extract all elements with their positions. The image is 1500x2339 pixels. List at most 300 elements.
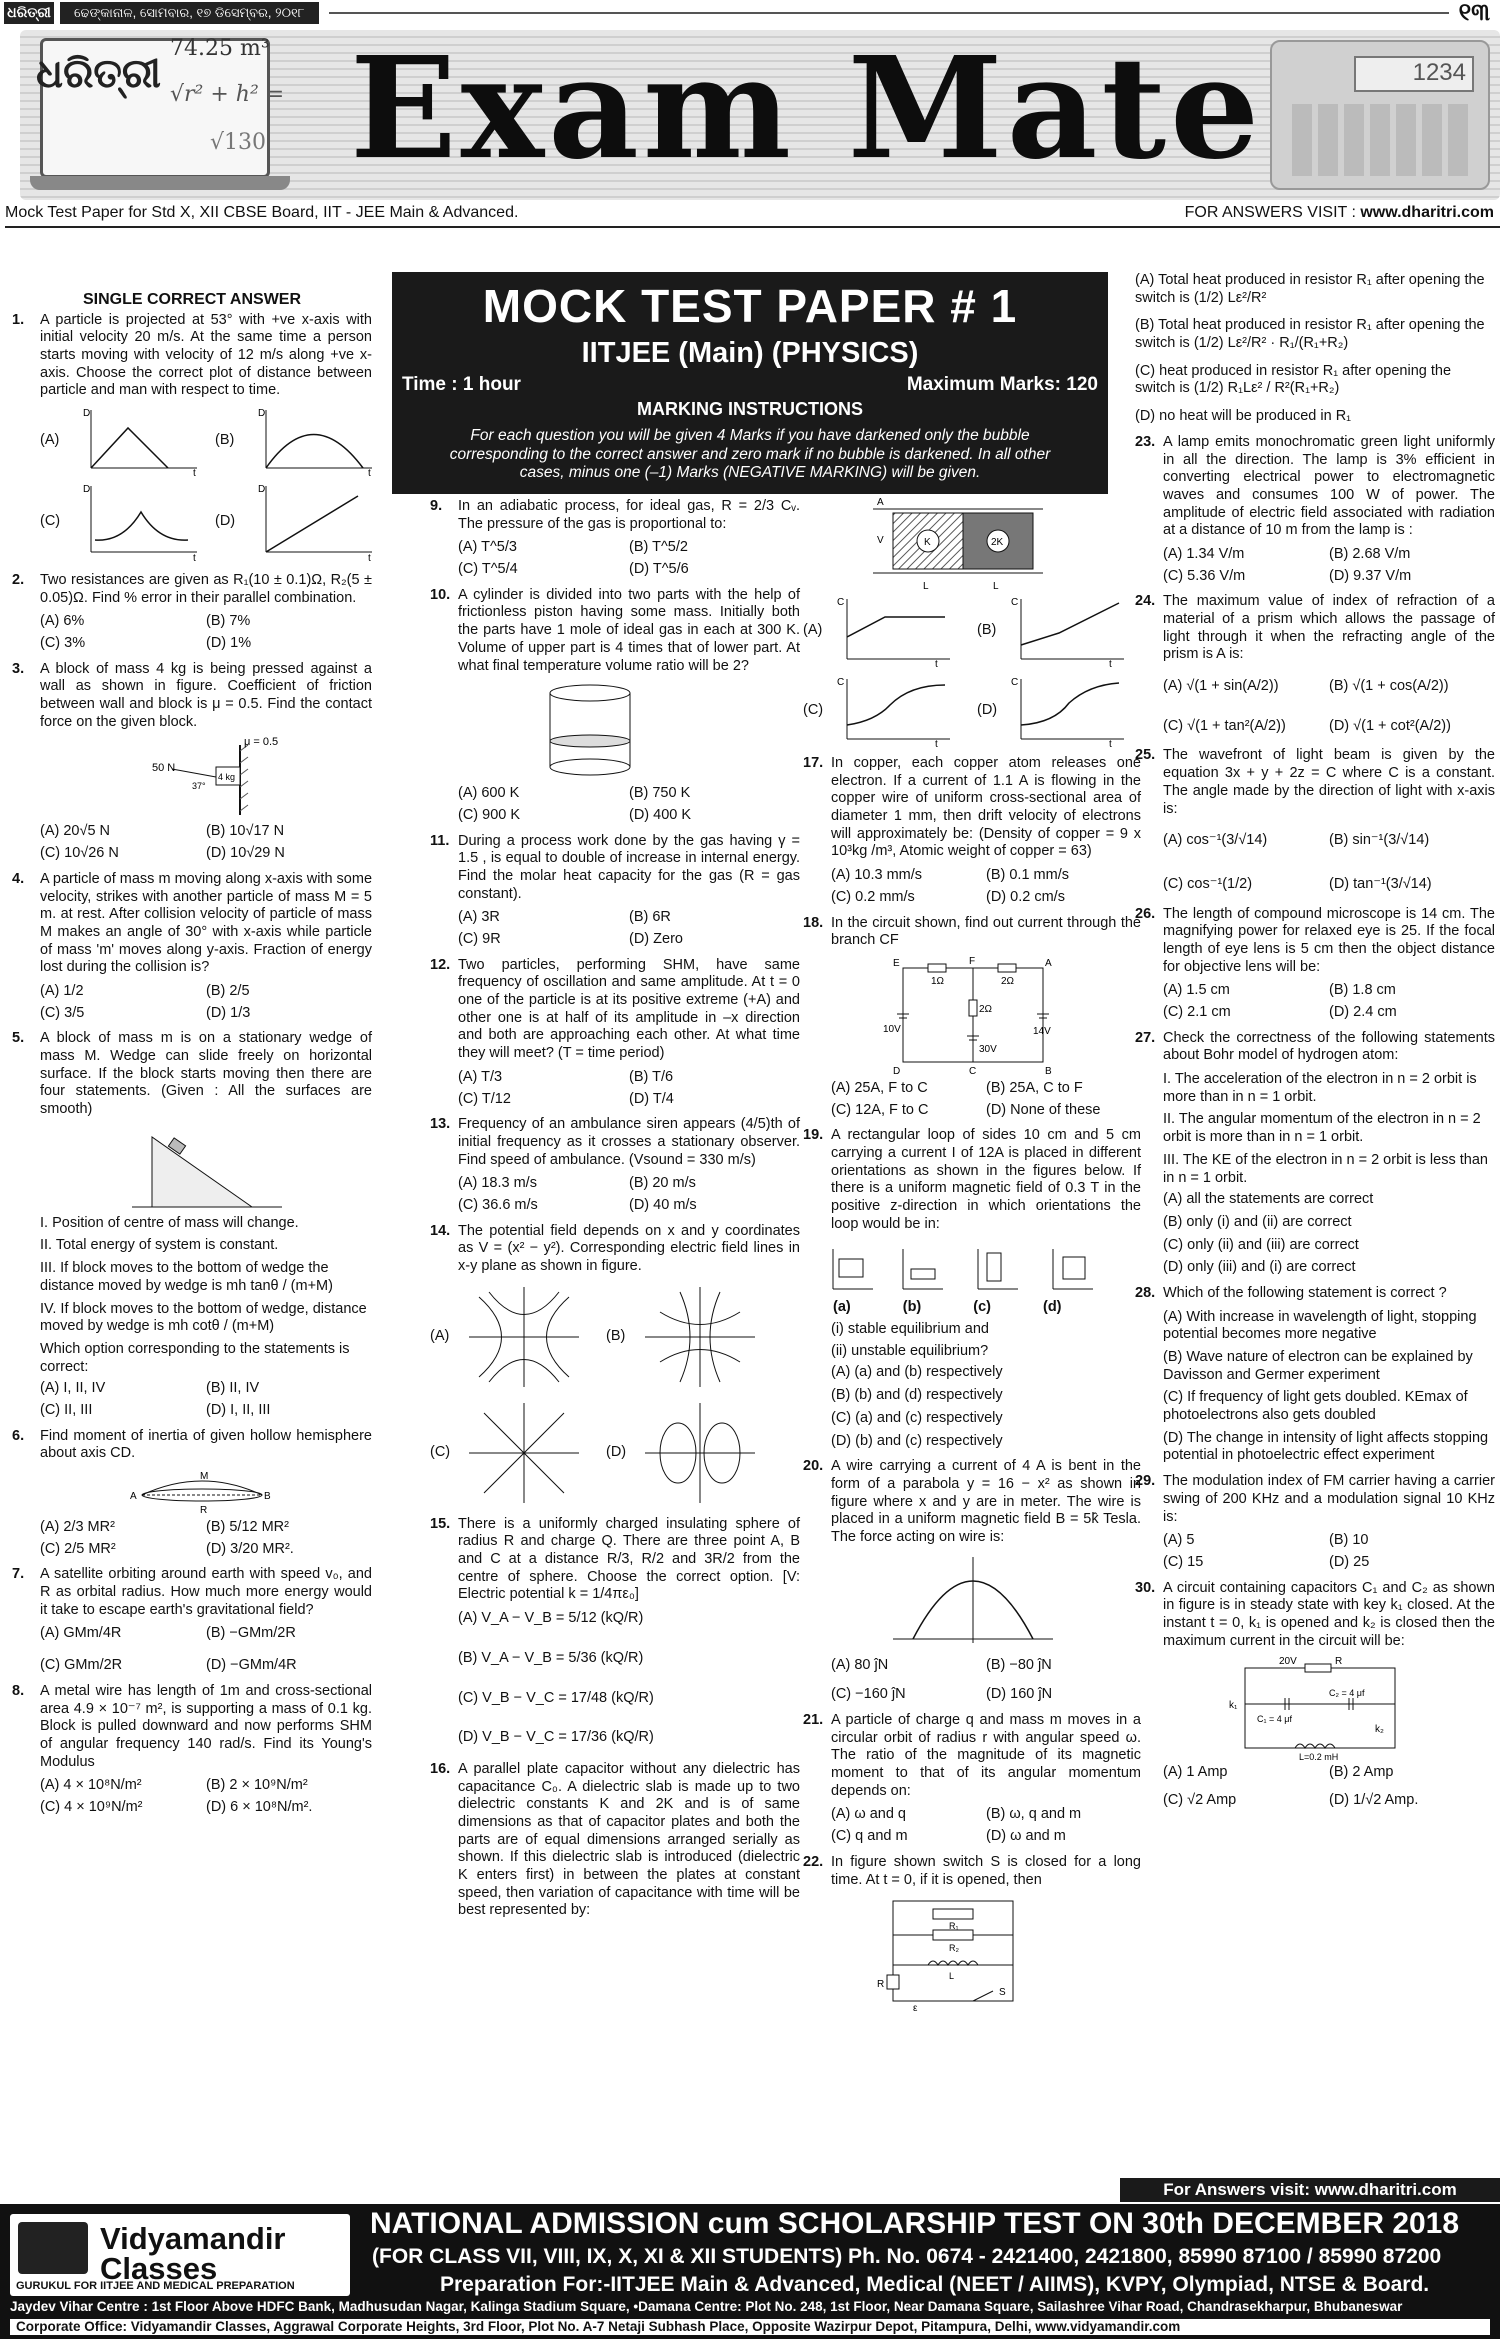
- wedge-figure: [122, 1125, 322, 1215]
- svg-text:t: t: [192, 467, 196, 476]
- question-9: [430, 498, 800, 533]
- option: (C) II, III: [40, 1401, 93, 1418]
- option-label: (C): [40, 513, 61, 530]
- option: (B) sin⁻¹(3/√14): [1329, 832, 1430, 849]
- question-14: [430, 1223, 800, 1276]
- question-text: Which of the following statement is correct ?: [1163, 1284, 1447, 1301]
- calculator-display: 1234: [1354, 56, 1474, 92]
- question-text: Two particles, performing SHM, have same frequency of oscillation and same amplitude. At t = 0 one of the particle is at its positive extreme (+A) and other one is at half of its amplitude in –x direction and both are approaching each other. At what time they will meet? (T = time period): [458, 956, 800, 1062]
- question-text: A particle of mass m moving along x-axis with some velocity, strikes with another particle of mass M = 5 m. at rest. After collision velocity of particle of mass M makes an angle of 30° with x-axis while particle of mass 'm' moves along y-axis. Fraction of energy lost during the collision is?: [40, 870, 373, 976]
- mock-test-header: [392, 272, 1108, 494]
- question-text: The wavefront of light beam is given by the equation 3x + y + 2z = C where C is a constant. The angle made by the direction of light with x-axis is:: [1163, 747, 1495, 817]
- option: (D) 9.37 V/m: [1329, 567, 1412, 584]
- answers-url[interactable]: www.dharitri.com: [1360, 204, 1494, 222]
- question-number: 13.: [430, 1116, 451, 1133]
- answers-bar[interactable]: For Answers visit: www.dharitri.com: [1120, 2178, 1500, 2202]
- statement: III. The KE of the electron in n = 2 orbit is less than in n = 1 orbit.: [1163, 1151, 1488, 1186]
- marking-instructions-title: MARKING INSTRUCTIONS: [637, 398, 863, 419]
- option: (C) 12A, F to C: [831, 1101, 929, 1118]
- mock-time: Time : 1 hour: [402, 374, 521, 396]
- svg-text:t: t: [935, 659, 938, 667]
- q18-options: [831, 1080, 1141, 1119]
- option: (C) 3%: [40, 635, 86, 652]
- option: (C) 5.36 V/m: [1163, 567, 1246, 584]
- force-label: 50 N: [152, 762, 176, 775]
- question-number: 19.: [803, 1127, 824, 1144]
- question-text: A wire carrying a current of 4 A is bent in the form of a parabola y = 16 − x² as shown in figure where x and y are in meter. The wire is placed in a uniform magnetic field B = 5k̂ Tesla. The force acting on wire is:: [831, 1458, 1141, 1545]
- question-26: [1135, 906, 1495, 977]
- svg-text:C: C: [837, 597, 845, 608]
- node-d: D: [893, 1065, 901, 1076]
- capacitance-graph-b: [1009, 595, 1129, 667]
- parabola-figure: [883, 1553, 1063, 1653]
- option: (B) 10: [1329, 1532, 1369, 1549]
- node-f: F: [969, 955, 976, 967]
- option: (C) (a) and (c) respectively: [831, 1409, 1003, 1426]
- length-label-1: L: [923, 581, 929, 592]
- question-4: [12, 871, 372, 977]
- question-number: 27.: [1135, 1029, 1156, 1046]
- q29-options: [1163, 1532, 1495, 1571]
- q3-options: [40, 823, 372, 862]
- question-number: 8.: [12, 1682, 25, 1699]
- q1-graphs: [40, 406, 372, 562]
- option: (A) 2/3 MR²: [40, 1519, 115, 1536]
- option: (D) The change in intensity of light affects stopping potential in photoelectric effect experiment: [1163, 1429, 1489, 1464]
- mock-subtitle: IITJEE (Main) (PHYSICS): [581, 337, 919, 370]
- option: (A) 6%: [40, 613, 85, 630]
- question-text: In figure shown switch S is closed for a long time. At t = 0, if it is opened, then: [831, 1853, 1141, 1888]
- option: (B) 2/5: [206, 982, 250, 999]
- r1-label: R₁: [949, 1921, 959, 1932]
- q23-options: [1163, 546, 1495, 585]
- option: (C) cos⁻¹(1/2): [1163, 875, 1253, 892]
- question-text: The length of compound microscope is 14 cm. The magnifying power for relaxed eye is 25. If the focal length of eye lens is 5 cm then the object distance for objective lens will be:: [1163, 905, 1495, 975]
- l-label: L: [949, 1971, 955, 1982]
- question-text: A satellite orbiting around earth with speed v₀, and R as orbital radius. How much more energy would it take to escape earth's gravitational field?: [40, 1566, 372, 1618]
- question-number: 6.: [12, 1427, 25, 1444]
- section-title: SINGLE CORRECT ANSWER: [82, 291, 302, 308]
- graph-triangle: [83, 406, 197, 476]
- question-text: In an adiabatic process, for ideal gas, R = 2/3 Cᵥ. The pressure of the gas is proportional to:: [458, 498, 800, 532]
- capacitance-graph-a: [835, 595, 955, 667]
- option: (B) 1.8 cm: [1329, 982, 1396, 999]
- option: (A) T^5/3: [458, 539, 517, 556]
- hemisphere-figure: [122, 1469, 282, 1515]
- question-1: [12, 312, 372, 400]
- option: (A) 20√5 N: [40, 823, 111, 840]
- subheader-right: [1185, 203, 1494, 223]
- question-text: The modulation index of FM carrier having a carrier swing of 200 KHz and a modulation signal 10 KHz is:: [1163, 1473, 1495, 1525]
- svg-text:C: C: [1011, 597, 1019, 608]
- question-5: [12, 1030, 372, 1118]
- svg-text:C: C: [837, 677, 845, 688]
- question-6: [12, 1428, 372, 1463]
- question-text: A metal wire has length of 1m and cross-sectional area 4.9 × 10⁻⁷ m², is supporting a mass of 0.1 kg. Block is pulled downward and now performs SHM of angular frequency 140 rad/s. Find its Young's Modulus: [40, 1682, 372, 1770]
- question-number: 18.: [803, 914, 824, 931]
- block-wall-figure: [122, 737, 322, 819]
- option: (C) T/12: [458, 1090, 511, 1107]
- ad-line-3: Preparation For:-IITJEE Main & Advanced, Medical (NEET / AIIMS), KVPY, Olympiad, NTSE & Board.: [440, 2273, 1430, 2296]
- option: (C) heat produced in resistor R₁ after opening the switch is (1/2) R₁Lε² / R²(R₁+R₂): [1135, 362, 1452, 397]
- r1-label: 1Ω: [931, 975, 945, 987]
- option: (B) V_A − V_B = 5/36 (kQ/R): [458, 1649, 644, 1666]
- svg-text:D: D: [82, 483, 90, 495]
- 2k-label: 2K: [991, 537, 1004, 548]
- option: (D) only (iii) and (i) are correct: [1163, 1259, 1356, 1276]
- ad-centres: Jaydev Vihar Centre : 1st Floor Above HDFC Bank, Madhusudan Nagar, Kalinga Stadium Square, •Damana Centre: Plot No. 248, 1st Floor, Near Damana Square, Sailashree Vihar Road, Chandrasekharpur, Bhubaneswar: [10, 2299, 1403, 2314]
- question-number: 1.: [12, 311, 25, 328]
- option: (B) 6R: [629, 909, 671, 926]
- question-text: A parallel plate capacitor without any dielectric has capacitance C₀. A dielectric slab is made up to two dielectric constants K and 2K and is of same dimensions as that of capacitor plates and both the parts are of equal dimensions arranged serially as shown. If this dielectric slab is introduced (dielectric K enters first) in between the plates at constant speed, then variation of capacitance with time will be best represented by:: [458, 1760, 800, 1919]
- question-number: 10.: [430, 586, 451, 603]
- question-27: [1135, 1030, 1495, 1065]
- option: (C) T^5/4: [458, 561, 518, 578]
- option: (D) 10√29 N: [206, 845, 285, 862]
- option: (D) 400 K: [629, 806, 692, 823]
- question-number: 12.: [430, 956, 451, 973]
- question-text: During a process work done by the gas having γ = 1.5 , is equal to double of increase in internal energy. Find the molar heat capacity for the gas (R = gas constant).: [458, 832, 800, 902]
- header-rule: [329, 12, 1449, 14]
- svg-text:D: D: [257, 407, 265, 419]
- q6-options: [40, 1519, 372, 1558]
- option: (D) √(1 + cot²(A/2)): [1329, 717, 1451, 734]
- ad-banner: [0, 2204, 1500, 2339]
- option: (A) 1.34 V/m: [1163, 545, 1245, 562]
- column-3: [803, 495, 1141, 2011]
- calculator-illustration: [1270, 40, 1490, 190]
- option: (A) cos⁻¹(3/√14): [1163, 832, 1268, 849]
- q10-options: [458, 785, 800, 824]
- masthead-title: Exam Mate: [350, 30, 1264, 191]
- option: (A) V_A − V_B = 5/12 (kQ/R): [458, 1610, 644, 1627]
- question-text: Frequency of an ambulance siren appears (4/5)th of initial frequency as it crosses a stationary observer. Find speed of ambulance. (Vsound = 330 m/s): [458, 1116, 800, 1168]
- v1-label: 10V: [883, 1023, 901, 1035]
- option: (D) T/4: [629, 1090, 674, 1107]
- question-number: 30.: [1135, 1579, 1156, 1596]
- question-10: [430, 587, 800, 675]
- option: (D) None of these: [986, 1101, 1101, 1118]
- q27-options: [1163, 1191, 1495, 1277]
- graph-arch: [258, 406, 372, 476]
- node-b: B: [1045, 1065, 1052, 1076]
- part: (i) stable equilibrium and: [831, 1321, 989, 1338]
- question-number: 14.: [430, 1222, 451, 1239]
- area-label: A: [877, 497, 884, 508]
- option: (D) 40 m/s: [629, 1196, 697, 1213]
- question-21: [803, 1712, 1141, 1800]
- r2-label: R₂: [949, 1943, 959, 1954]
- q19-figure-labels: [833, 1299, 1141, 1317]
- node-e: E: [893, 957, 900, 969]
- svg-text:D: D: [82, 407, 90, 419]
- option-label: (C): [430, 1443, 451, 1460]
- field-lines-b: [640, 1282, 760, 1392]
- option: (A) 1.5 cm: [1163, 982, 1230, 999]
- question-number: 17.: [803, 755, 824, 771]
- figure-label: (c): [973, 1299, 991, 1316]
- option: (A) Total heat produced in resistor R₁ after opening the switch is (1/2) Lε²/R²: [1135, 272, 1485, 306]
- option: (B) 25A, C to F: [986, 1079, 1083, 1096]
- option: (C) V_B − V_C = 17/48 (kQ/R): [458, 1689, 654, 1706]
- option: (A) I, II, IV: [40, 1380, 106, 1397]
- question-number: 22.: [803, 1853, 824, 1870]
- question-30: [1135, 1580, 1495, 1651]
- ad-headline: NATIONAL ADMISSION cum SCHOLARSHIP TEST ON 30th DECEMBER 2018: [370, 2207, 1460, 2240]
- option: (A) T/3: [458, 1068, 503, 1085]
- q14-field-figures: [430, 1282, 800, 1508]
- part: (ii) unstable equilibrium?: [831, 1342, 989, 1359]
- question-number: 3.: [12, 660, 25, 677]
- q5-options: [40, 1380, 372, 1419]
- option: (D) 6 × 10⁸N/m².: [206, 1798, 313, 1815]
- option: (C) √2 Amp: [1163, 1792, 1237, 1808]
- question-15: [430, 1516, 800, 1604]
- question-number: 7.: [12, 1566, 25, 1583]
- option: (B) 7%: [206, 613, 251, 630]
- option: (C) −160 ĵN: [831, 1686, 906, 1703]
- s-label: S: [999, 1987, 1006, 1999]
- option: (C) 3/5: [40, 1004, 85, 1021]
- marking-instructions: For each question you will be given 4 Marks if you have darkened only the bubble corresponding to the correct answer and zero mark if no bubble is darkened. In all other cases, minus one (–1) Marks (NEGATIVE MARKING) will be given.: [449, 426, 1051, 482]
- question-number: 20.: [803, 1458, 824, 1475]
- math-decoration-1: 74.25 m³: [170, 36, 270, 61]
- ad-line-2: (FOR CLASS VII, VIII, IX, X, XI & XII STUDENTS) Ph. No. 0674 - 2421400, 2421800, 85990 87100 / 85990 87200: [372, 2245, 1442, 2268]
- option-label: (A): [40, 432, 60, 449]
- q8-options: [40, 1777, 372, 1816]
- option: (C) If frequency of light gets doubled. KEmax of photoelectrons also gets doubled: [1163, 1389, 1468, 1424]
- mock-title: MOCK TEST PAPER # 1: [482, 280, 1018, 332]
- q11-options: [458, 909, 800, 948]
- question-number: 26.: [1135, 905, 1156, 922]
- option: (C) q and m: [831, 1828, 908, 1845]
- option: (D) 160 ĵN: [986, 1686, 1053, 1703]
- option-label: (C): [803, 702, 824, 719]
- answers-prefix: FOR ANSWERS VISIT :: [1184, 204, 1361, 222]
- option: (A) 4 × 10⁸N/m²: [40, 1777, 142, 1794]
- capacitance-graph-c: [835, 675, 955, 747]
- q26-options: [1163, 982, 1495, 1021]
- c2-label: C₂ = 4 μf: [1329, 1688, 1365, 1699]
- math-decoration-2: √r² + h² =: [170, 82, 285, 107]
- field-lines-a: [464, 1282, 584, 1392]
- question-text: A cylinder is divided into two parts with the help of frictionless piston having some mass. Initially both the parts have 1 mole of ideal gas in each at 300 K. Volume of upper part is 4 times that of lower part. At what final temperature volume ratio will be 2?: [458, 586, 800, 674]
- option: (C) 15: [1163, 1553, 1204, 1570]
- option: (B) only (i) and (ii) are correct: [1163, 1213, 1352, 1230]
- question-text: A particle of charge q and mass m moves in a circular orbit of radius r with angular speed ω. The ratio of the magnitude of its magnetic moment to that of its angular momentum depends on:: [831, 1712, 1141, 1799]
- velocity-label: V: [877, 535, 884, 546]
- option: (D) tan⁻¹(3/√14): [1329, 875, 1432, 892]
- question-7: [12, 1566, 372, 1619]
- question-text: A block of mass m is on a stationary wedge of mass M. Wedge can slide freely on horizontal surface. If the block starts moving then there are four statements. (Given : All the surfaces are smooth): [40, 1030, 372, 1118]
- option: (B) (b) and (d) respectively: [831, 1387, 1003, 1404]
- option: (A) 5: [1163, 1532, 1195, 1549]
- column-4: [1135, 268, 1495, 1818]
- question-text: A block of mass 4 kg is being pressed against a wall as shown in figure. Coefficient of friction between wall and block is μ = 0.5. Find the contact force on the given block.: [40, 660, 372, 730]
- question-12: [430, 957, 800, 1063]
- q24-options: [1163, 678, 1495, 735]
- option: (C) 0.2 mm/s: [831, 888, 915, 905]
- question-number: 21.: [803, 1712, 824, 1728]
- q25-options: [1163, 832, 1495, 893]
- svg-text:t: t: [367, 552, 371, 562]
- option: (B) T^5/2: [629, 539, 688, 556]
- option: (D) I, II, III: [206, 1401, 271, 1418]
- question-8: [12, 1683, 372, 1771]
- statement: IV. If block moves to the bottom of wedge, distance moved by wedge is mh cotθ / (m+M): [40, 1300, 367, 1335]
- field-lines-d: [640, 1398, 760, 1508]
- option: (A) 3R: [458, 909, 500, 926]
- capacitance-graph-d: [1009, 675, 1129, 747]
- q16-graphs: [803, 595, 1141, 747]
- option: (C) 900 K: [458, 806, 521, 823]
- statement: II. The angular momentum of the electron in n = 2 orbit is more than in n = 1 orbit.: [1163, 1111, 1481, 1146]
- q7-options: [40, 1625, 372, 1674]
- statement: I. The acceleration of the electron in n = 2 orbit is more than in n = 1 orbit.: [1163, 1071, 1477, 1105]
- svg-text:t: t: [1109, 659, 1112, 667]
- switch-circuit-figure: [873, 1895, 1033, 2011]
- voltage-label: 20V: [1279, 1656, 1297, 1668]
- option: (A) 600 K: [458, 785, 520, 802]
- option: (A) 80 ĵN: [831, 1656, 889, 1673]
- question-number: 9.: [430, 498, 443, 514]
- option: (B) −80 ĵN: [986, 1656, 1052, 1673]
- option: (D) 1%: [206, 635, 252, 652]
- q17-options: [831, 867, 1141, 906]
- svg-text:t: t: [935, 739, 938, 747]
- option-label: (A): [430, 1327, 450, 1344]
- question-text: A lamp emits monochromatic green light uniformly in all the direction. The lamp is 3% efficient in converting electrical power to electromagnetic waves and consumes 100 W of power. The amplitude of electric field associated with radiation at a distance of 10 m from the lamp is :: [1163, 433, 1495, 539]
- option: (D) 3/20 MR².: [206, 1540, 294, 1557]
- question-number: 15.: [430, 1515, 451, 1532]
- q19-parts: [831, 1321, 1141, 1360]
- option: (C) only (ii) and (iii) are correct: [1163, 1236, 1359, 1253]
- option: (D) Zero: [629, 931, 683, 947]
- option: (B) 750 K: [629, 785, 691, 802]
- option-label: (B): [977, 622, 997, 639]
- field-lines-c: [464, 1398, 584, 1508]
- question-text: In the circuit shown, find out current through the branch CF: [831, 914, 1141, 949]
- question-20: [803, 1458, 1141, 1546]
- statement-question: Which option corresponding to the statements is correct:: [40, 1340, 350, 1375]
- r-label: R: [877, 1979, 885, 1991]
- question-24: [1135, 593, 1495, 664]
- column-1: [12, 290, 372, 1825]
- option-label: (D): [606, 1443, 627, 1460]
- q12-options: [458, 1069, 800, 1108]
- option: (C) 10√26 N: [40, 845, 119, 862]
- question-25: [1135, 747, 1495, 818]
- figure-label: (b): [902, 1299, 922, 1316]
- option: (C) 36.6 m/s: [458, 1196, 538, 1213]
- question-text: A particle is projected at 53° with +ve x-axis with initial velocity 20 m/s. At the same time a person starts moving with velocity of 12 m/s along +ve x-axis. Choose the correct plot of distance between particle and man with respect to time.: [40, 311, 372, 399]
- option: (A) √(1 + sin(A/2)): [1163, 678, 1279, 695]
- option-label: (D): [977, 702, 998, 719]
- footer-advertisement: [0, 2178, 1500, 2339]
- angle-label: 37°: [192, 781, 206, 792]
- r3-label: 2Ω: [979, 1003, 993, 1015]
- svg-text:B: B: [264, 1491, 271, 1503]
- capacitor-circuit-figure: [1225, 1656, 1415, 1760]
- logo-line-2: Classes: [100, 2251, 218, 2286]
- masthead-banner: [20, 30, 1500, 200]
- question-16: [430, 1761, 800, 1920]
- v3-label: 30V: [979, 1043, 997, 1055]
- svg-text:t: t: [192, 552, 196, 562]
- option: (D) T^5/6: [629, 561, 689, 578]
- option: (D) V_B − V_C = 17/36 (kQ/R): [458, 1729, 654, 1746]
- option-label: (B): [215, 432, 235, 449]
- dateline: ଢେଙ୍କାନାଳ, ସୋମବାର, ୧୭ ଡିସେମ୍ବର, ୨୦୧୮: [60, 2, 319, 24]
- option: (A) 18.3 m/s: [458, 1175, 537, 1192]
- option: (B) 10√17 N: [206, 823, 285, 840]
- q9-options: [458, 539, 800, 578]
- option: (C) 2.1 cm: [1163, 1004, 1231, 1020]
- q28-options: [1163, 1309, 1495, 1466]
- statement: I. Position of centre of mass will change.: [40, 1214, 299, 1231]
- option: (D) 2.4 cm: [1329, 1004, 1397, 1020]
- option: (B) 2 Amp: [1329, 1764, 1394, 1781]
- question-number: 24.: [1135, 593, 1156, 610]
- question-19: [803, 1127, 1141, 1233]
- svg-text:C: C: [1011, 677, 1019, 688]
- option: (B) Total heat produced in resistor R₁ after opening the switch is (1/2) Lε²/R² · R₁/(R₁+R₂): [1135, 317, 1485, 352]
- k1-label: k₁: [1229, 1700, 1238, 1712]
- option: (B) 5/12 MR²: [206, 1519, 289, 1536]
- svg-text:t: t: [367, 467, 371, 476]
- option: (A) (a) and (b) respectively: [831, 1364, 1003, 1381]
- option-label: (A): [803, 622, 823, 639]
- option: (C) 4 × 10⁹N/m²: [40, 1798, 143, 1815]
- option: (A) 10.3 mm/s: [831, 867, 923, 884]
- node-a: A: [1045, 957, 1052, 969]
- question-18: [803, 915, 1141, 950]
- question-number: 2.: [12, 571, 25, 588]
- r2-label: 2Ω: [1001, 975, 1015, 987]
- q19-options: [831, 1364, 1141, 1450]
- logo-tagline: GURUKUL FOR IITJEE AND MEDICAL PREPARATION: [16, 2280, 295, 2292]
- option: (D) ω and m: [986, 1828, 1066, 1845]
- question-number: 4.: [12, 870, 25, 887]
- question-text: Check the correctness of the following statements about Bohr model of hydrogen atom:: [1163, 1029, 1495, 1064]
- mu-label: μ = 0.5: [244, 737, 279, 749]
- column-2: [430, 498, 800, 1926]
- block-label: 4 kg: [218, 772, 236, 783]
- option: (B) √(1 + cos(A/2)): [1329, 678, 1449, 695]
- q27-statements: [1163, 1071, 1495, 1187]
- question-number: 16.: [430, 1760, 451, 1777]
- option: (B) Wave nature of electron can be explained by Davisson and Germer experiment: [1163, 1349, 1473, 1383]
- laptop-base: [30, 176, 290, 190]
- k2-label: k₂: [1375, 1724, 1384, 1736]
- svg-text:t: t: [1109, 739, 1112, 747]
- figure-label: (d): [1042, 1299, 1062, 1316]
- q20-options: [831, 1657, 1141, 1704]
- question-number: 28.: [1135, 1284, 1156, 1301]
- option: (A) all the statements are correct: [1163, 1191, 1374, 1208]
- option: (C) GMm/2R: [40, 1657, 123, 1674]
- option: (D) 1/3: [206, 1004, 251, 1021]
- mock-meta: [402, 373, 1098, 396]
- calculator-keys: [1292, 104, 1474, 176]
- c1-label: C₁ = 4 μf: [1257, 1714, 1292, 1725]
- question-number: 29.: [1135, 1473, 1156, 1490]
- question-17: [803, 755, 1141, 861]
- figure-label: (a): [833, 1299, 851, 1316]
- option: (A) With increase in wavelength of light, stopping potential becomes more negative: [1163, 1308, 1477, 1343]
- option: (D) no heat will be produced in R₁: [1135, 408, 1352, 425]
- q13-options: [458, 1175, 800, 1214]
